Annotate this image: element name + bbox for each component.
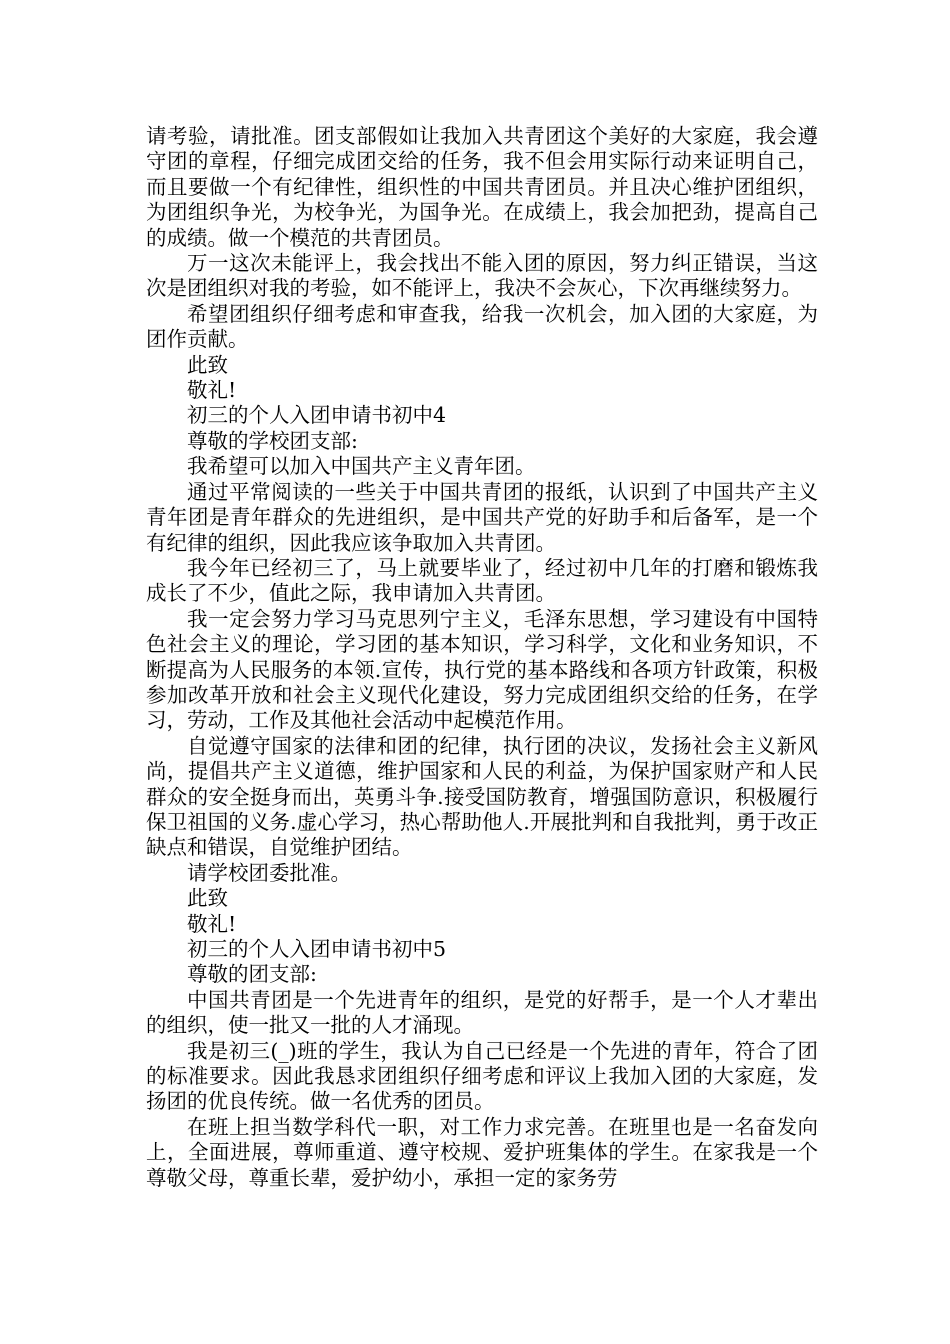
- paragraph: 请学校团委批准。: [187, 860, 351, 885]
- section-heading: 初三的个人入团申请书初中5: [187, 937, 447, 961]
- paragraph: 自觉遵守国家的法律和团的纪律，执行团的决议，发扬社会主义新风尚，提倡共产主义道德，维护国家和人民的利益，为保护国家财产和人民群众的安全挺身而出，英勇斗争.接受国防教育，增强国防意识，积极履行保卫祖国的义务.虚心学习，热心帮助他人.开展批判和自我批判，勇于改正缺点和错误，自觉维护团结。: [146, 733, 818, 860]
- salutation-line: 敬礼!: [187, 911, 237, 936]
- salutation-line: 敬礼!: [187, 378, 237, 403]
- document-page: [146, 124, 818, 1191]
- section-heading: 初三的个人入团申请书初中4: [187, 403, 447, 428]
- paragraph: 中国共青团是一个先进青年的组织，是党的好帮手，是一个人才辈出的组织，使一批又一批的人才涌现。: [146, 987, 818, 1038]
- closing-line: 此致: [187, 886, 228, 911]
- greeting-line: 尊敬的团支部:: [187, 962, 317, 987]
- paragraph: 通过平常阅读的一些关于中国共青团的报纸，认识到了中国共产主义青年团是青年群众的先进组织，是中国共产党的好助手和后备军，是一个有纪律的组织，因此我应该争取加入共青团。: [146, 479, 818, 555]
- paragraph: 我希望可以加入中国共产主义青年团。: [187, 454, 536, 479]
- closing-line: 此致: [187, 352, 228, 377]
- paragraph: 我今年已经初三了，马上就要毕业了，经过初中几年的打磨和锻炼我成长了不少，值此之际，我申请加入共青团。: [146, 555, 818, 606]
- paragraph: 我是初三(_)班的学生，我认为自己已经是一个先进的青年，符合了团的标准要求。因此我恳求团组织仔细考虑和评议上我加入团的大家庭，发扬团的优良传统。做一名优秀的团员。: [146, 1038, 818, 1114]
- paragraph: 我一定会努力学习马克思列宁主义，毛泽东思想，学习建设有中国特色社会主义的理论，学习团的基本知识，学习科学，文化和业务知识，不断提高为人民服务的本领.宣传，执行党的基本路线和各项方针政策，积极参加改革开放和社会主义现代化建设，努力完成团组织交给的任务，在学习，劳动，工作及其他社会活动中起模范作用。: [146, 606, 818, 733]
- paragraph: 万一这次未能评上，我会找出不能入团的原因，努力纠正错误，当这次是团组织对我的考验，如不能评上，我决不会灰心，下次再继续努力。: [146, 251, 818, 301]
- greeting-line: 尊敬的学校团支部:: [187, 428, 358, 453]
- paragraph: 在班上担当数学科代一职，对工作力求完善。在班里也是一名奋发向上，全面进展，尊师重道、遵守校规、爱护班集体的学生。在家我是一个尊敬父母，尊重长辈，爱护幼小，承担一定的家务劳: [146, 1114, 818, 1190]
- paragraph: 请考验，请批准。团支部假如让我加入共青团这个美好的大家庭，我会遵守团的章程，仔细完成团交给的任务，我不但会用实际行动来证明自己，而且要做一个有纪律性，组织性的中国共青团员。并且决心维护团组织，为团组织争光，为校争光，为国争光。在成绩上，我会加把劲，提高自己的成绩。做一个模范的共青团员。: [146, 124, 818, 250]
- paragraph: 希望团组织仔细考虑和审查我，给我一次机会，加入团的大家庭，为团作贡献。: [146, 301, 818, 352]
